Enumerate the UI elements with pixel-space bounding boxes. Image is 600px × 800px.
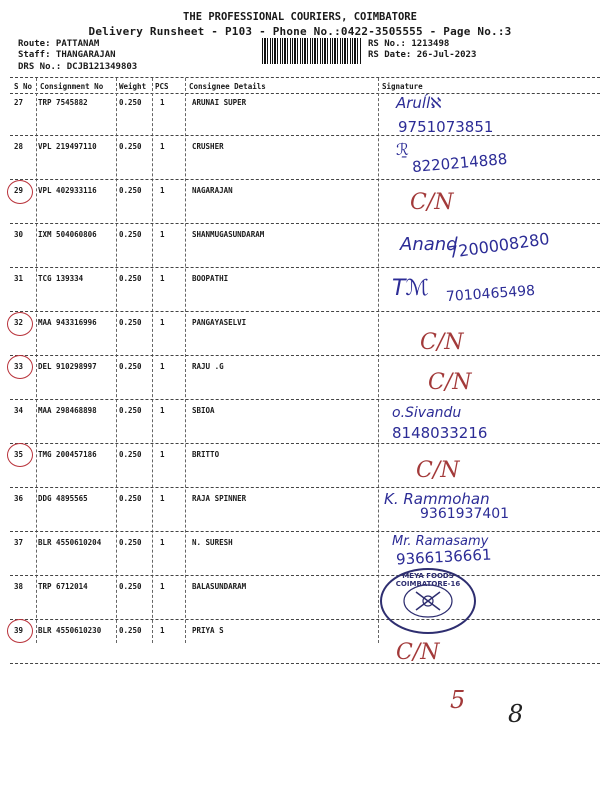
col-separator xyxy=(152,78,153,643)
signature-scribble: Mr. Ramasamy xyxy=(392,534,489,549)
row-separator xyxy=(10,311,600,312)
row-sno: 38 xyxy=(14,582,24,591)
red-circle-mark xyxy=(7,312,33,336)
row-weight: 0.250 xyxy=(119,626,142,635)
row-consignee: BRITTO xyxy=(192,450,220,459)
signature-phone: 9361937401 xyxy=(420,506,510,522)
red-circle-mark xyxy=(7,443,33,467)
company-stamp xyxy=(380,568,476,634)
row-consignee: NAGARAJAN xyxy=(192,186,233,195)
row-consignment: TMG 200457186 xyxy=(38,450,97,459)
col-separator xyxy=(378,78,379,643)
row-pcs: 1 xyxy=(160,494,165,503)
route: Route: PATTANAM xyxy=(18,39,100,49)
col-consignment: Consignment No xyxy=(40,82,104,91)
row-pcs: 1 xyxy=(160,450,165,459)
row-separator xyxy=(10,531,600,532)
row-sno: 35 xyxy=(14,450,24,459)
signature-name: K. Rammohan xyxy=(384,490,490,508)
row-consignee: RAJA SPINNER xyxy=(192,494,247,503)
row-pcs: 1 xyxy=(160,582,165,591)
row-sno: 37 xyxy=(14,538,24,547)
staff: Staff: THANGARAJAN xyxy=(18,50,116,60)
row-weight: 0.250 xyxy=(119,362,142,371)
row-sno: 36 xyxy=(14,494,24,503)
rs-date: RS Date: 26-Jul-2023 xyxy=(368,50,477,60)
drs-number: DRS No.: DCJB121349803 xyxy=(18,62,138,72)
company-title: THE PROFESSIONAL COURIERS, COIMBATORE xyxy=(183,11,417,23)
row-separator xyxy=(10,267,600,268)
red-circle-mark xyxy=(7,180,33,204)
row-sno: 29 xyxy=(14,186,24,195)
row-sno: 39 xyxy=(14,626,24,635)
row-consignment: TRP 7545882 xyxy=(38,98,88,107)
row-separator xyxy=(10,487,600,488)
row-consignee: PANGAYASELVI xyxy=(192,318,247,327)
col-separator xyxy=(36,78,37,643)
runsheet-title: Delivery Runsheet - P103 - Phone No.:0422-3505555 - Page No.:3 xyxy=(88,25,512,38)
row-consignment: MAA 943316996 xyxy=(38,318,97,327)
row-sno: 31 xyxy=(14,274,24,283)
barcode xyxy=(262,38,362,64)
row-consignee: SBIOA xyxy=(192,406,215,415)
row-separator xyxy=(10,355,600,356)
row-pcs: 1 xyxy=(160,626,165,635)
row-weight: 0.250 xyxy=(119,582,142,591)
row-pcs: 1 xyxy=(160,98,165,107)
signature-scribble: Aruĺlℵ xyxy=(396,94,442,112)
row-consignment: TCG 139334 xyxy=(38,274,84,283)
row-consignee: N. SURESH xyxy=(192,538,233,547)
row-weight: 0.250 xyxy=(119,230,142,239)
signature-phone: 7010465498 xyxy=(445,282,536,306)
signature-phone: 9751073851 xyxy=(398,118,494,136)
rs-number: RS No.: 1213498 xyxy=(368,39,450,49)
row-separator xyxy=(10,619,600,620)
col-pcs: PCS xyxy=(155,82,169,91)
stamp-text: MEYA FOODS COIMBATORE-16 xyxy=(395,572,461,588)
cn-mark: C/N xyxy=(420,330,464,355)
row-consignment: TRP 6712014 xyxy=(38,582,88,591)
row-weight: 0.250 xyxy=(119,538,142,547)
col-sno: S No xyxy=(14,82,33,91)
row-consignment: IXM 504060806 xyxy=(38,230,97,239)
row-weight: 0.250 xyxy=(119,98,142,107)
row-sno: 27 xyxy=(14,98,24,107)
cn-mark: C/N xyxy=(410,190,454,215)
row-consignment: BLR 4550610230 xyxy=(38,626,102,635)
row-consignee: ARUNAI SUPER xyxy=(192,98,247,107)
row-consignee: BALASUNDARAM xyxy=(192,582,247,591)
signature-phone: 8148033216 xyxy=(392,424,488,442)
row-consignment: DEL 910298997 xyxy=(38,362,97,371)
row-pcs: 1 xyxy=(160,274,165,283)
row-consignee: RAJU .G xyxy=(192,362,224,371)
col-separator xyxy=(116,78,117,643)
row-pcs: 1 xyxy=(160,406,165,415)
row-consignment: BLR 4550610204 xyxy=(38,538,102,547)
row-consignment: DDG 4895565 xyxy=(38,494,88,503)
row-consignment: MAA 298468898 xyxy=(38,406,97,415)
row-weight: 0.250 xyxy=(119,142,142,151)
row-pcs: 1 xyxy=(160,230,165,239)
row-separator xyxy=(10,575,600,576)
header-bottom-rule xyxy=(10,93,600,94)
row-separator xyxy=(10,223,600,224)
row-separator xyxy=(10,663,600,664)
row-weight: 0.250 xyxy=(119,186,142,195)
row-pcs: 1 xyxy=(160,186,165,195)
signature-scribble: o.Sivandu xyxy=(392,405,462,421)
row-sno: 33 xyxy=(14,362,24,371)
row-consignee: SHANMUGASUNDARAM xyxy=(192,230,265,239)
header-top-rule xyxy=(10,77,600,78)
signature-scribble: Tℳ xyxy=(392,276,429,301)
handwritten-number: 5 xyxy=(450,686,466,714)
handwritten-number: 8 xyxy=(508,700,524,728)
row-consignee: BOOPATHI xyxy=(192,274,229,283)
signature-scribble: Anand xyxy=(400,234,458,255)
signature-phone: 7200008280 xyxy=(447,229,551,262)
row-pcs: 1 xyxy=(160,362,165,371)
signature-phone: 9366136661 xyxy=(395,545,492,569)
row-pcs: 1 xyxy=(160,538,165,547)
col-weight: Weight xyxy=(119,82,147,91)
row-weight: 0.250 xyxy=(119,450,142,459)
row-pcs: 1 xyxy=(160,142,165,151)
cn-mark: C/N xyxy=(416,458,460,483)
row-consignment: VPL 402933116 xyxy=(38,186,97,195)
cn-mark: C/N xyxy=(396,640,440,665)
cn-mark: C/N xyxy=(428,370,472,395)
row-separator xyxy=(10,399,600,400)
row-consignee: PRIYA S xyxy=(192,626,224,635)
row-pcs: 1 xyxy=(160,318,165,327)
row-consignee: CRUSHER xyxy=(192,142,224,151)
row-weight: 0.250 xyxy=(119,494,142,503)
row-separator xyxy=(10,443,600,444)
row-sno: 34 xyxy=(14,406,24,415)
row-weight: 0.250 xyxy=(119,406,142,415)
row-sno: 28 xyxy=(14,142,24,151)
col-consignee: Consignee Details xyxy=(189,82,266,91)
row-separator xyxy=(10,179,600,180)
col-separator xyxy=(185,78,186,643)
signature-scribble: ℛ̱ xyxy=(396,140,409,159)
row-consignment: VPL 219497110 xyxy=(38,142,97,151)
row-separator xyxy=(10,135,600,136)
row-sno: 30 xyxy=(14,230,24,239)
signature-phone: 8220214888 xyxy=(411,149,509,177)
red-circle-mark xyxy=(7,355,33,379)
col-signature: Signature xyxy=(382,82,423,91)
row-weight: 0.250 xyxy=(119,274,142,283)
row-sno: 32 xyxy=(14,318,24,327)
red-circle-mark xyxy=(7,619,33,643)
row-weight: 0.250 xyxy=(119,318,142,327)
